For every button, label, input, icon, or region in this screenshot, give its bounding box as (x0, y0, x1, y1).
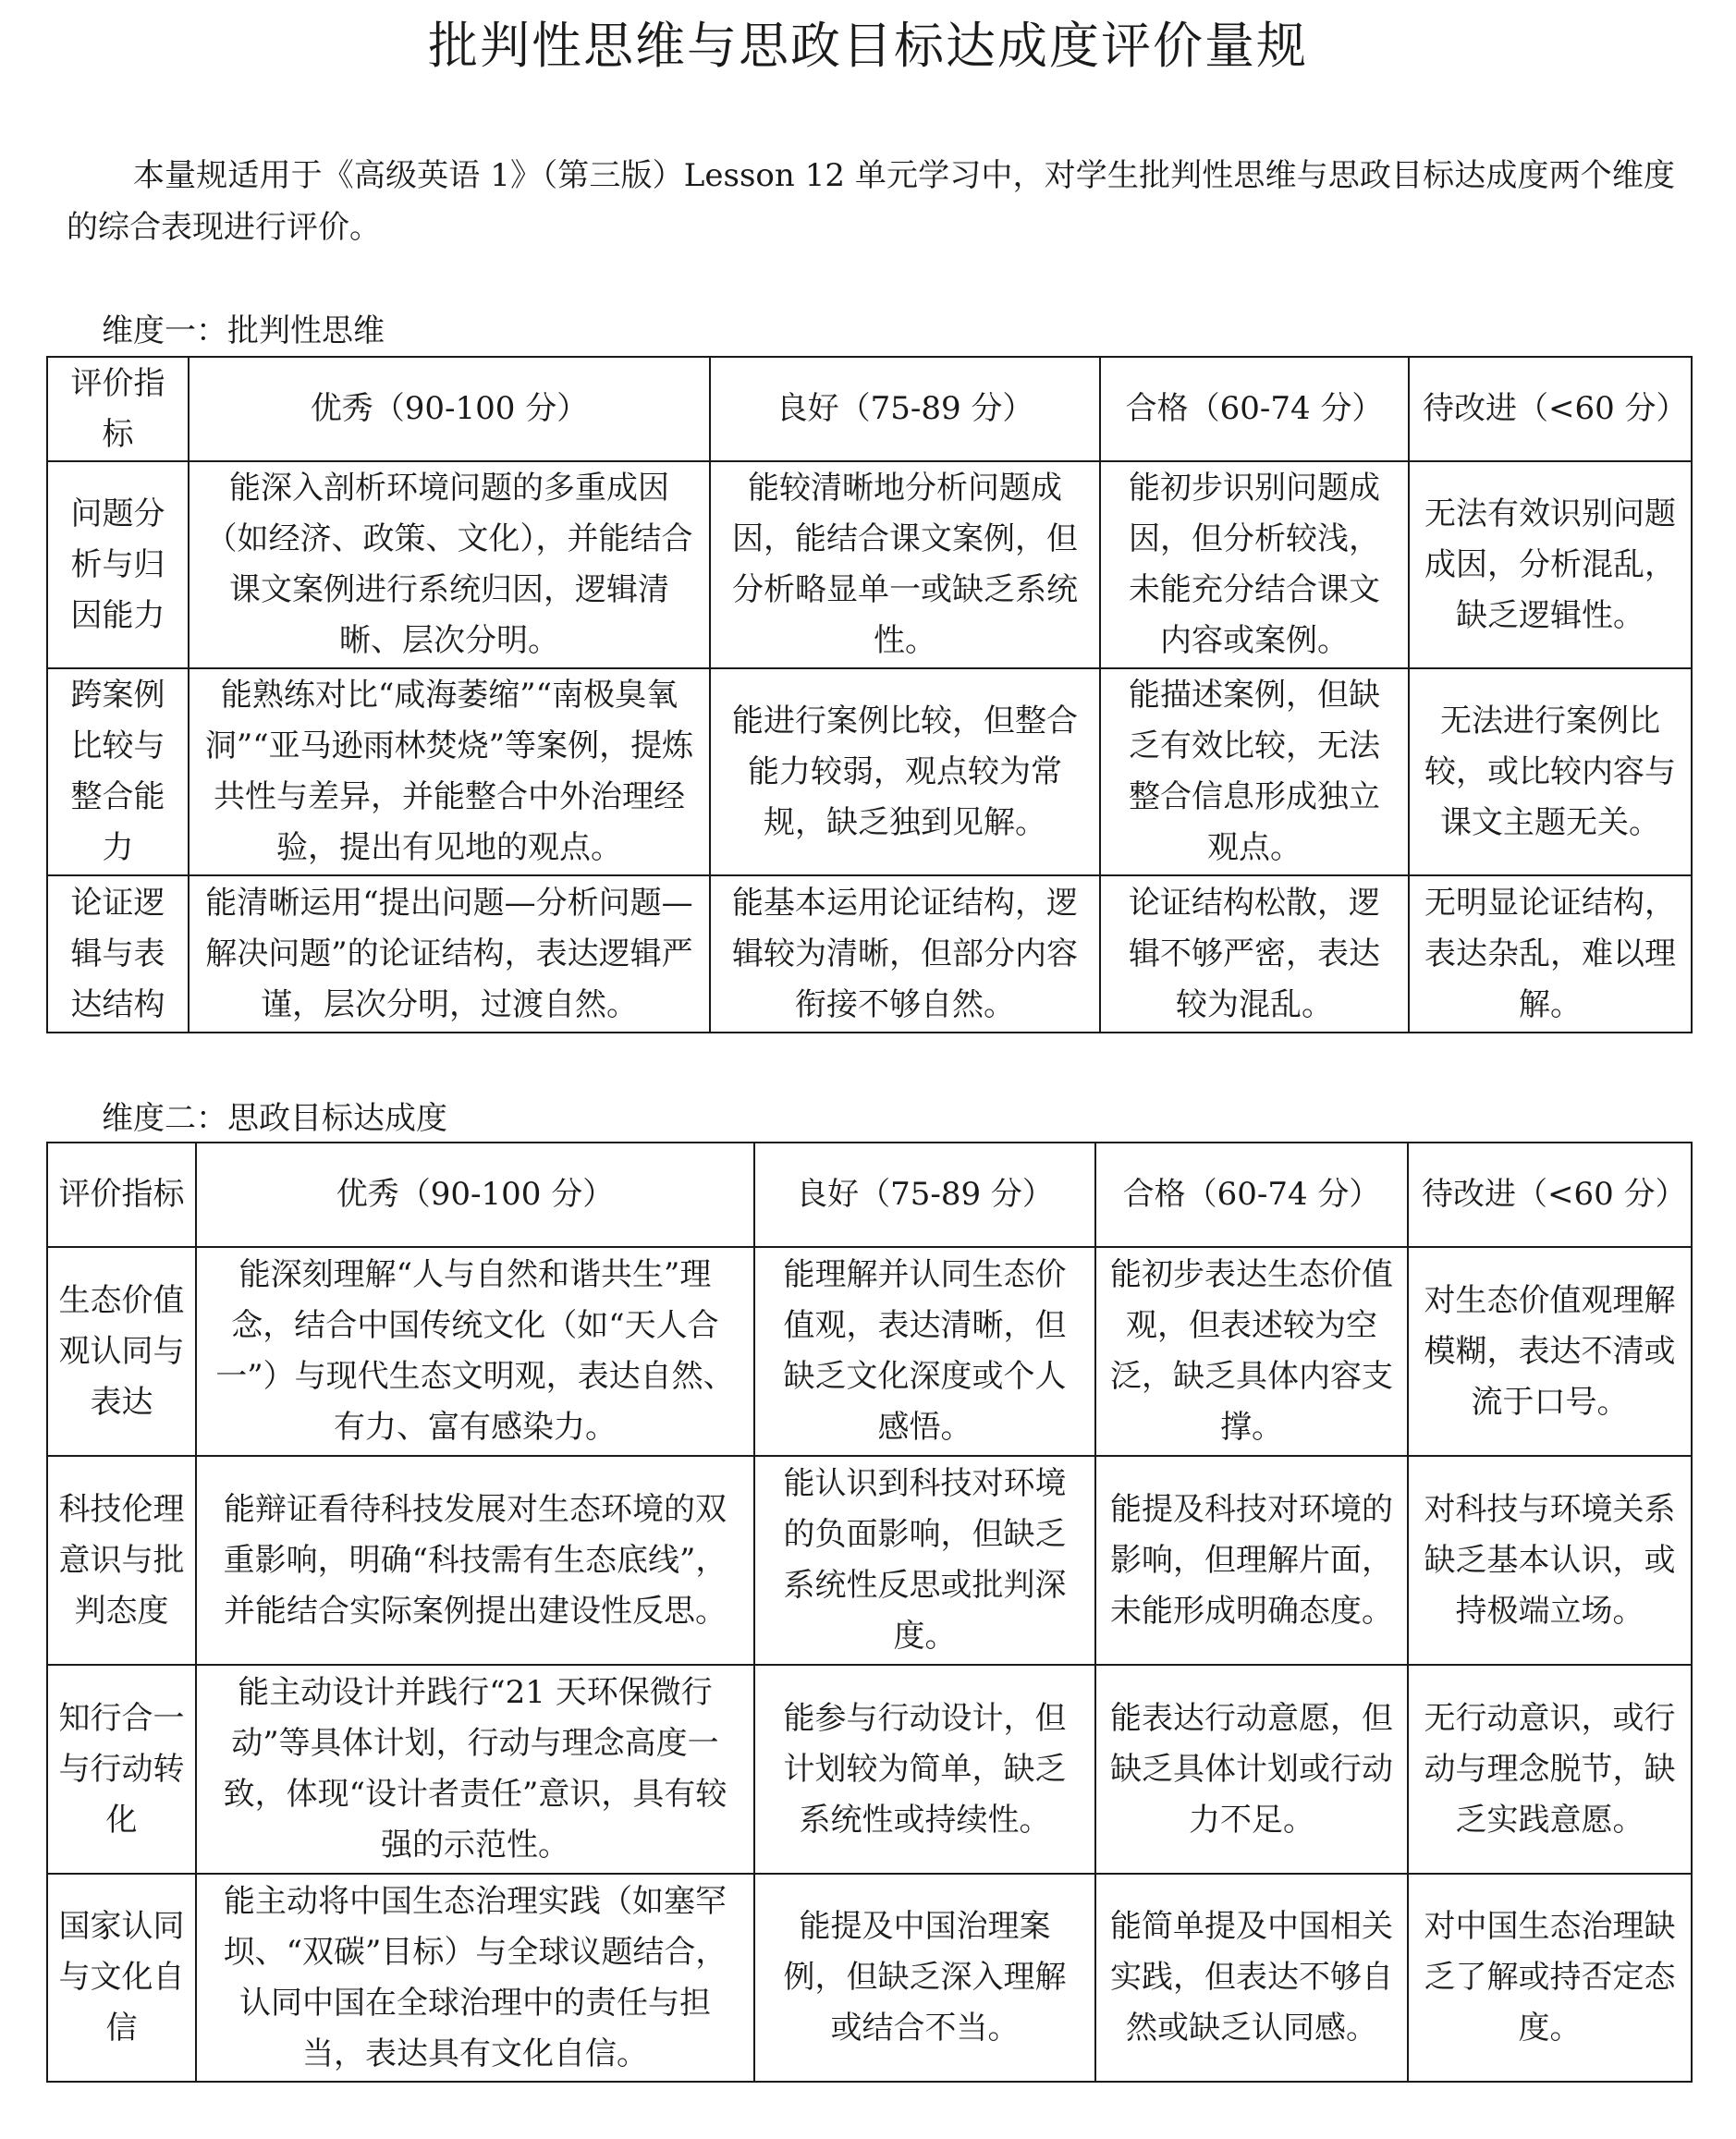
cell-excellent: 能熟练对比“咸海萎缩”“南极臭氧洞”“亚马逊雨林焚烧”等案例，提炼共性与差异，并能整合中外治理经验，提出有见地的观点。 (189, 668, 710, 875)
cell-good: 能提及中国治理案例，但缺乏深入理解或结合不当。 (754, 1874, 1095, 2082)
cell-improve: 无法有效识别问题成因，分析混乱，缺乏逻辑性。 (1409, 461, 1692, 668)
table-header-row (47, 357, 1692, 461)
cell-good: 能较清晰地分析问题成因，能结合课文案例，但分析略显单一或缺乏系统性。 (710, 461, 1100, 668)
row-indicator: 问题分析与归因能力 (47, 461, 189, 668)
cell-good: 能基本运用论证结构，逻辑较为清晰，但部分内容衔接不够自然。 (710, 875, 1100, 1033)
header-improve: 待改进（<60 分） (1408, 1143, 1692, 1247)
cell-pass: 能描述案例，但缺乏有效比较，无法整合信息形成独立观点。 (1100, 668, 1409, 875)
cell-excellent: 能主动设计并践行“21 天环保微行动”等具体计划，行动与理念高度一致，体现“设计者责任”意识，具有较强的示范性。 (196, 1665, 754, 1874)
cell-excellent: 能清晰运用“提出问题—分析问题—解决问题”的论证结构，表达逻辑严谨，层次分明，过渡自然。 (189, 875, 710, 1033)
header-good: 良好（75-89 分） (754, 1143, 1095, 1247)
cell-excellent: 能主动将中国生态治理实践（如塞罕坝、“双碳”目标）与全球议题结合，认同中国在全球治理中的责任与担当，表达具有文化自信。 (196, 1874, 754, 2082)
row-indicator: 论证逻辑与表达结构 (47, 875, 189, 1033)
ideological-goals-rubric-table (46, 1142, 1693, 2083)
table-row (47, 1456, 1692, 1665)
dimension2-heading: 维度二：思政目标达成度 (102, 1100, 447, 1137)
critical-thinking-rubric-table (46, 356, 1693, 1033)
table-row (47, 1665, 1692, 1874)
row-indicator: 生态价值观认同与表达 (47, 1247, 196, 1456)
cell-improve: 对中国生态治理缺乏了解或持否定态度。 (1408, 1874, 1692, 2082)
cell-pass: 能简单提及中国相关实践，但表达不够自然或缺乏认同感。 (1095, 1874, 1408, 2082)
cell-good: 能参与行动设计，但计划较为简单，缺乏系统性或持续性。 (754, 1665, 1095, 1874)
header-indicator: 评价指标 (47, 1143, 196, 1247)
table-row (47, 1874, 1692, 2082)
dimension1-heading: 维度一：批判性思维 (102, 312, 385, 349)
header-indicator: 评价指标 (47, 357, 189, 461)
cell-improve: 对科技与环境关系缺乏基本认识，或持极端立场。 (1408, 1456, 1692, 1665)
header-good: 良好（75-89 分） (710, 357, 1100, 461)
cell-pass: 论证结构松散，逻辑不够严密，表达较为混乱。 (1100, 875, 1409, 1033)
header-pass: 合格（60-74 分） (1095, 1143, 1408, 1247)
table-row (47, 461, 1692, 668)
row-indicator: 科技伦理意识与批判态度 (47, 1456, 196, 1665)
row-indicator: 知行合一与行动转化 (47, 1665, 196, 1874)
cell-pass: 能初步识别问题成因，但分析较浅，未能充分结合课文内容或案例。 (1100, 461, 1409, 668)
cell-excellent: 能深入剖析环境问题的多重成因（如经济、政策、文化），并能结合课文案例进行系统归因，逻辑清晰、层次分明。 (189, 461, 710, 668)
cell-improve: 无行动意识，或行动与理念脱节，缺乏实践意愿。 (1408, 1665, 1692, 1874)
table-row (47, 1247, 1692, 1456)
cell-pass: 能表达行动意愿，但缺乏具体计划或行动力不足。 (1095, 1665, 1408, 1874)
document-title: 批判性思维与思政目标达成度评价量规 (428, 17, 1308, 75)
header-improve: 待改进（<60 分） (1409, 357, 1692, 461)
table-row (47, 875, 1692, 1033)
header-excellent: 优秀（90-100 分） (189, 357, 710, 461)
cell-improve: 对生态价值观理解模糊，表达不清或流于口号。 (1408, 1247, 1692, 1456)
cell-good: 能进行案例比较，但整合能力较弱，观点较为常规，缺乏独到见解。 (710, 668, 1100, 875)
cell-pass: 能初步表达生态价值观，但表述较为空泛，缺乏具体内容支撑。 (1095, 1247, 1408, 1456)
row-indicator: 跨案例比较与整合能力 (47, 668, 189, 875)
header-excellent: 优秀（90-100 分） (196, 1143, 754, 1247)
cell-pass: 能提及科技对环境的影响，但理解片面，未能形成明确态度。 (1095, 1456, 1408, 1665)
table-header-row (47, 1143, 1692, 1247)
cell-good: 能认识到科技对环境的负面影响，但缺乏系统性反思或批判深度。 (754, 1456, 1095, 1665)
cell-improve: 无明显论证结构，表达杂乱，难以理解。 (1409, 875, 1692, 1033)
cell-excellent: 能深刻理解“人与自然和谐共生”理念，结合中国传统文化（如“天人合一”）与现代生态文明观，表达自然、有力、富有感染力。 (196, 1247, 754, 1456)
cell-good: 能理解并认同生态价值观，表达清晰，但缺乏文化深度或个人感悟。 (754, 1247, 1095, 1456)
intro-paragraph: 本量规适用于《高级英语 1》（第三版）Lesson 12 单元学习中，对学生批判性思维与思政目标达成度两个维度的综合表现进行评价。 (67, 157, 1675, 246)
row-indicator: 国家认同与文化自信 (47, 1874, 196, 2082)
table-row (47, 668, 1692, 875)
cell-improve: 无法进行案例比较，或比较内容与课文主题无关。 (1409, 668, 1692, 875)
header-pass: 合格（60-74 分） (1100, 357, 1409, 461)
cell-excellent: 能辩证看待科技发展对生态环境的双重影响，明确“科技需有生态底线”，并能结合实际案例提出建设性反思。 (196, 1456, 754, 1665)
